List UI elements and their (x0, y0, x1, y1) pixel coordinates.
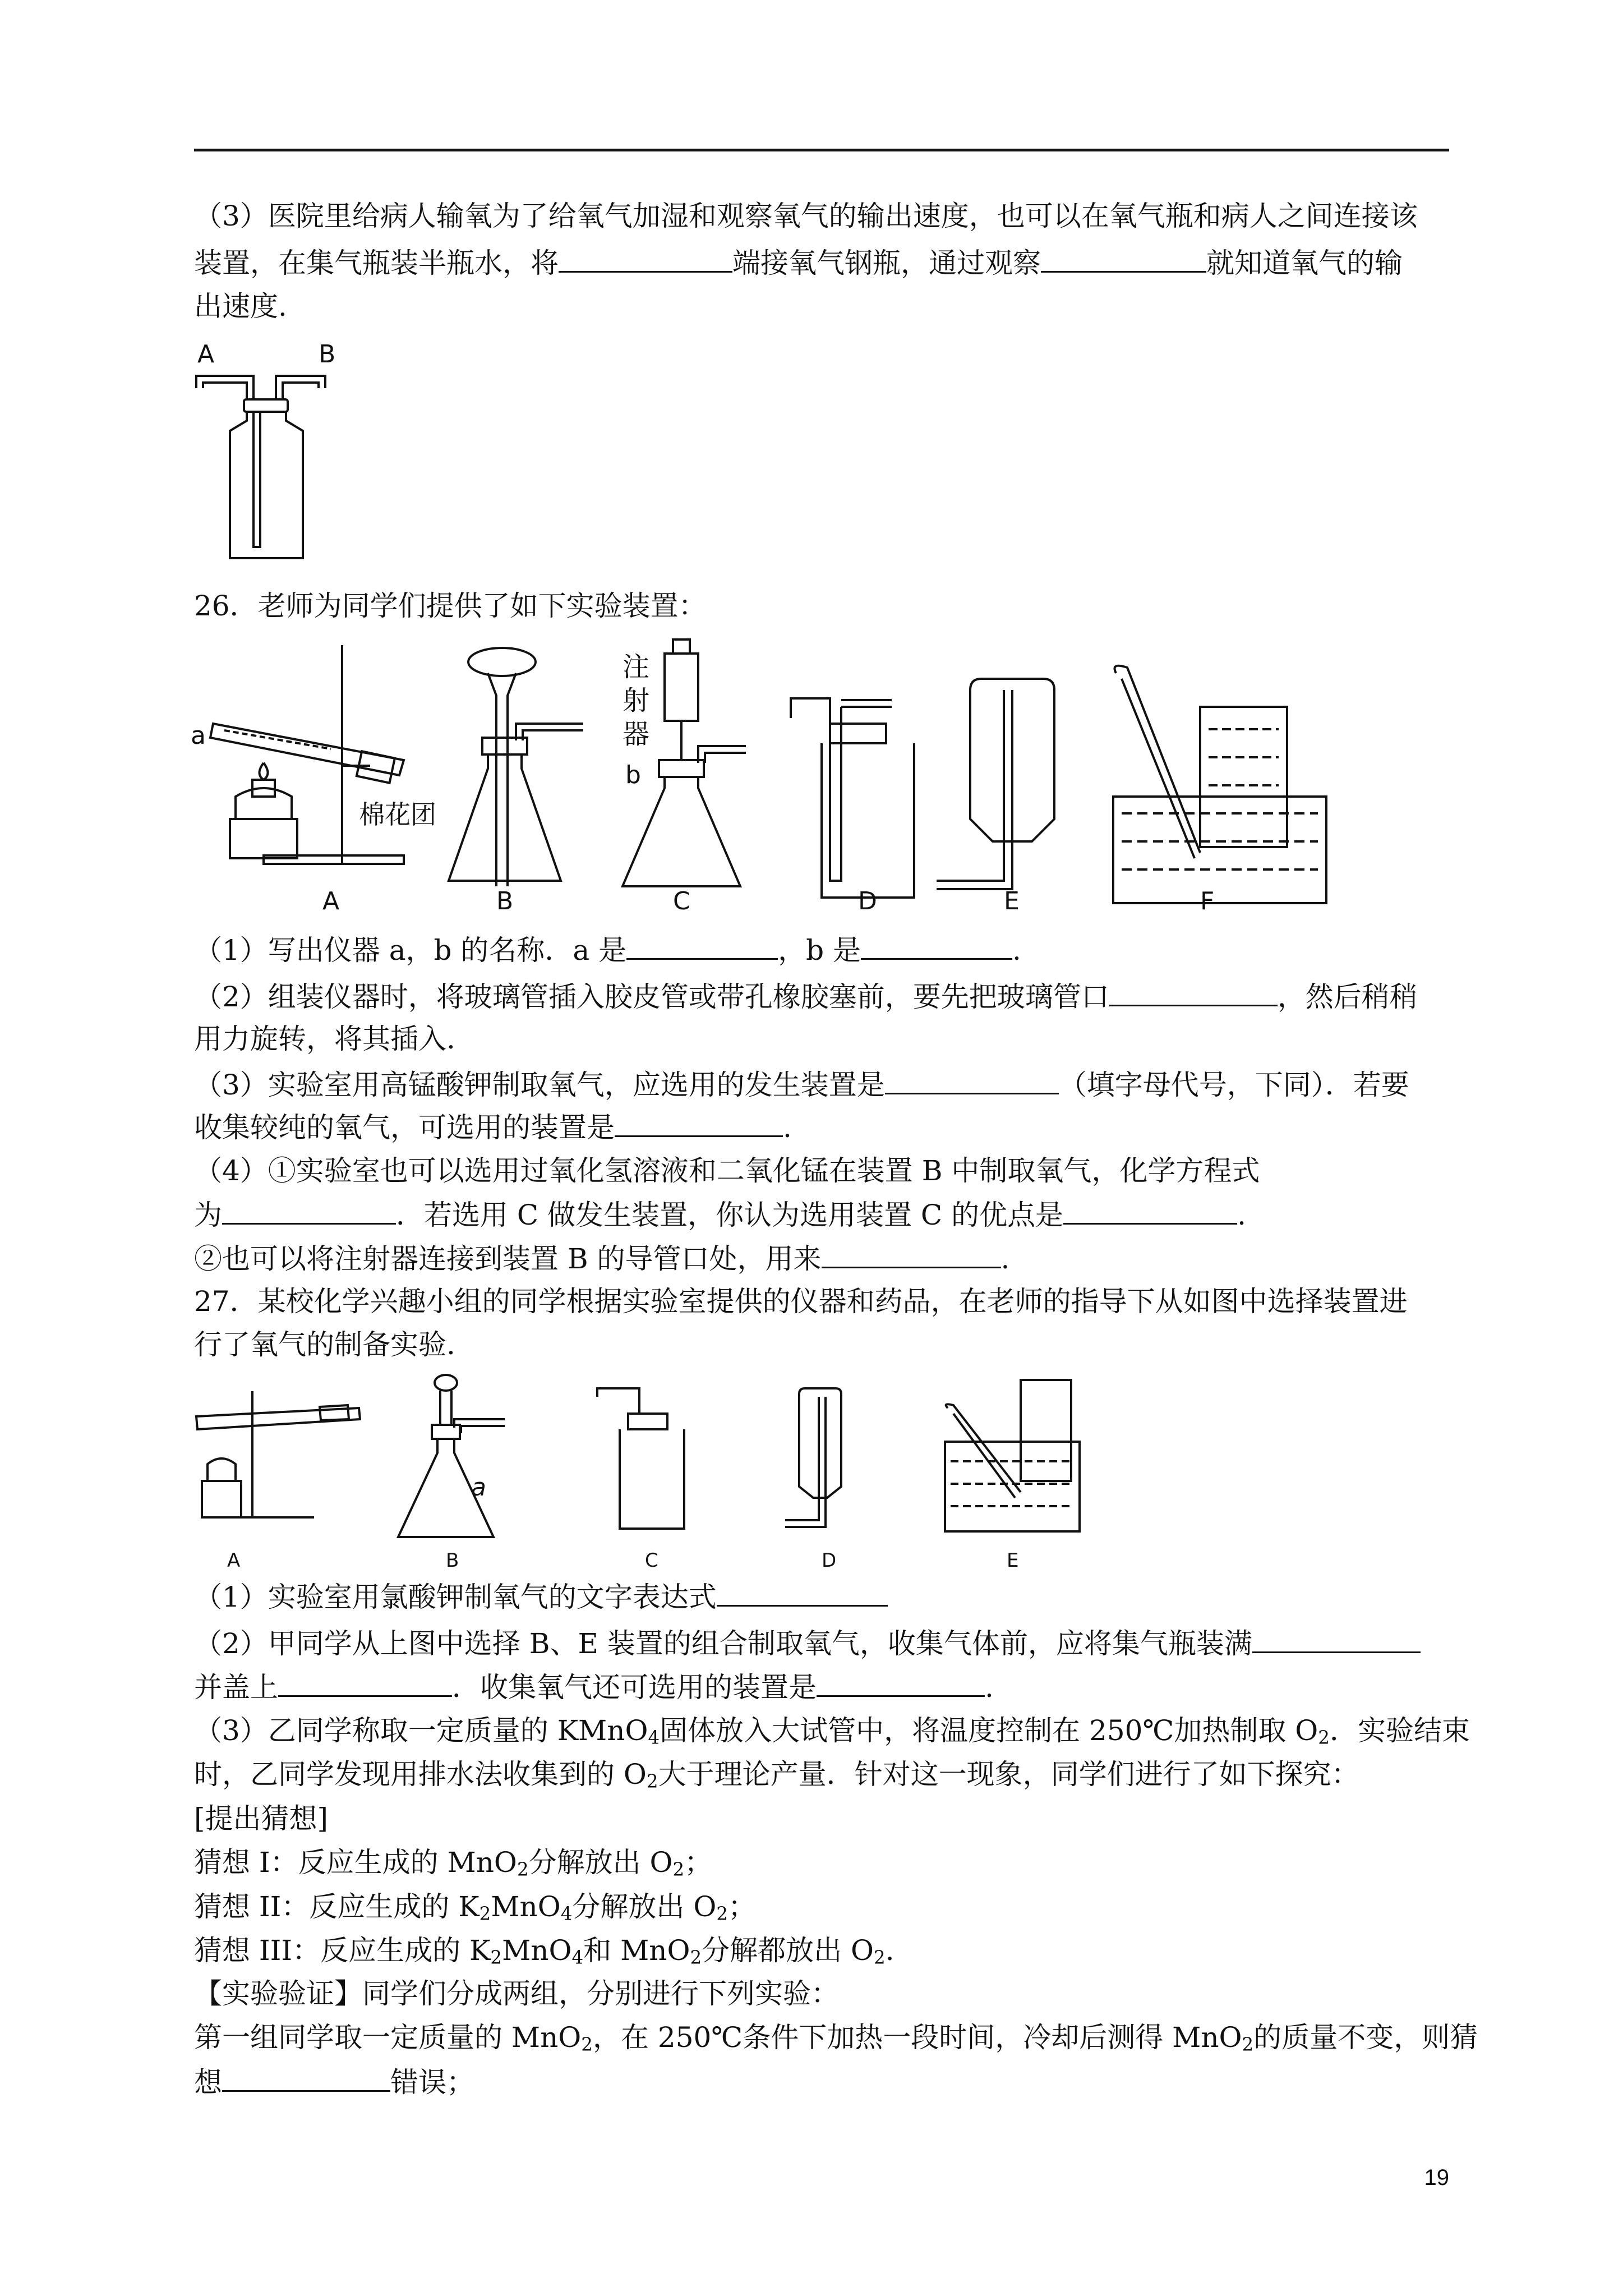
fig-text-cotton: 棉花团 (359, 799, 436, 830)
answer-blank[interactable] (822, 1241, 1001, 1268)
fig-label-E: E (1007, 1549, 1019, 1572)
q27-guess-title: [提出猜想] (194, 1802, 329, 1835)
fig-text-syringe-2: 射 (623, 685, 650, 716)
gas-washing-bottle-figure (191, 337, 342, 572)
q26-title: 26．老师为同学们提供了如下实验装置： (194, 590, 707, 622)
q26-s2-line1: （2）组装仪器时，将玻璃管插入胶皮管或带孔橡胶塞前，要先把玻璃管口 ，然后稍稍 (194, 979, 1418, 1014)
answer-blank[interactable] (1041, 245, 1206, 273)
fig-text-syringe-3: 器 (623, 719, 650, 750)
answer-blank[interactable] (1063, 1197, 1237, 1225)
fig-text-a: a (191, 721, 206, 750)
q27-title-line1: 27．某校化学兴趣小组的同学根据实验室提供的仪器和药品，在老师的指导下从如图中选择装置进 (194, 1285, 1408, 1318)
q26-s3-line2: 收集较纯的氧气，可选用的装置是 . (194, 1110, 792, 1144)
q27-verify-title: 【实验验证】同学们分成两组，分别进行下列实验： (194, 1977, 839, 2010)
answer-blank[interactable] (278, 1669, 452, 1697)
fig-label-A: A (322, 887, 340, 915)
q26-s2-line2: 用力旋转，将其插入. (194, 1023, 455, 1055)
q27-title-line2: 行了氧气的制备实验. (194, 1328, 455, 1361)
q27-s3-line2: 时，乙同学发现用排水法收集到的 $O_2$大于理论产量．针对这一现象，同学们进行了如下探究： (194, 1758, 1359, 1792)
fig-label-F: F (1200, 887, 1215, 915)
q27-apparatus-drawing (191, 1363, 1144, 1576)
q25-line-3: 出速度. (194, 290, 287, 323)
answer-blank[interactable] (717, 1579, 888, 1607)
q27-verify-line2: 想 错误； (194, 2064, 474, 2099)
fig-label-a: A (197, 340, 215, 369)
gas-bottle-drawing (191, 337, 342, 572)
q27-s2-line1: （2）甲同学从上图中选择 B、E 装置的组合制取氧气，收集气体前，应将集气瓶装满 (194, 1626, 1421, 1660)
fig-label-b: B (319, 340, 336, 369)
q26-apparatus-figure (191, 634, 1380, 926)
fig-text-b: b (625, 761, 641, 789)
fig-label-B: B (446, 1549, 459, 1572)
answer-blank[interactable] (626, 932, 778, 960)
fig-label-A: A (227, 1549, 241, 1572)
header-rule (194, 149, 1449, 151)
q26-s4-line2: 为 ．若选用 C 做发生装置，你认为选用装置 C 的优点是 . (194, 1197, 1246, 1232)
answer-blank[interactable] (615, 1110, 783, 1137)
q26-s1: （1）写出仪器 a，b 的名称．a 是 ，b 是 . (194, 932, 1021, 967)
fig-text-syringe-1: 注 (623, 651, 650, 683)
q25-line-2: 装置，在集气瓶装半瓶水，将 端接氧气钢瓶，通过观察 就知道氧气的输 (194, 245, 1403, 280)
q26-s4-line3: ②也可以将注射器连接到装置 B 的导管口处，用来 . (194, 1241, 1009, 1276)
q26-s4-line1: （4）①实验室也可以选用过氧化氢溶液和二氧化锰在装置 B 中制取氧气，化学方程式 (194, 1154, 1260, 1187)
answer-blank[interactable] (1252, 1626, 1421, 1653)
q26-s3-line1: （3）实验室用高锰酸钾制取氧气，应选用的发生装置是 （填字母代号，下同）．若要 (194, 1067, 1409, 1102)
fig-label-D: D (858, 887, 877, 915)
answer-blank[interactable] (861, 932, 1012, 960)
page-number: 19 (1424, 2165, 1449, 2190)
q27-apparatus-figure (191, 1363, 1144, 1576)
answer-blank[interactable] (885, 1067, 1059, 1094)
fig-text-a: a (471, 1473, 486, 1502)
q27-guess-1: 猜想 I：反应生成的 MnO$_2$分解放出 $O_2$； (194, 1846, 713, 1880)
answer-blank[interactable] (817, 1669, 985, 1697)
answer-blank[interactable] (222, 1197, 396, 1225)
fig-label-C: C (645, 1549, 658, 1572)
q27-verify-line1: 第一组同学取一定质量的 MnO$_2$，在 250℃条件下加热一段时间，冷却后测得 MnO$_2$的质量不变，则猜 (194, 2021, 1478, 2055)
q27-s1: （1）实验室用氯酸钾制氧气的文字表达式 (194, 1579, 888, 1614)
fig-label-D: D (822, 1549, 837, 1572)
fig-label-C: C (673, 887, 690, 915)
fig-label-E: E (1004, 887, 1020, 915)
q27-guess-3: 猜想 III：反应生成的 $K_2MnO_4$和 MnO$_2$分解都放出 $O_2$. (194, 1934, 895, 1968)
q27-s3-line1: （3）乙同学称取一定质量的 KMnO$_4$固体放入大试管中，将温度控制在 250℃加热制取 $O_2$．实验结束 (194, 1714, 1470, 1749)
q27-s2-line2: 并盖上 ．收集氧气还可选用的装置是 . (194, 1669, 994, 1704)
fig-label-B: B (496, 887, 514, 915)
q25-line-1: （3）医院里给病人输氧为了给氧气加湿和观察氧气的输出速度，也可以在氧气瓶和病人之间连接该 (194, 200, 1418, 232)
answer-blank[interactable] (1109, 979, 1278, 1006)
q27-guess-2: 猜想 II：反应生成的 $K_2MnO_4$分解放出 $O_2$； (194, 1890, 756, 1925)
answer-blank[interactable] (559, 245, 732, 273)
answer-blank[interactable] (222, 2064, 390, 2092)
q26-apparatus-drawing (191, 634, 1380, 926)
